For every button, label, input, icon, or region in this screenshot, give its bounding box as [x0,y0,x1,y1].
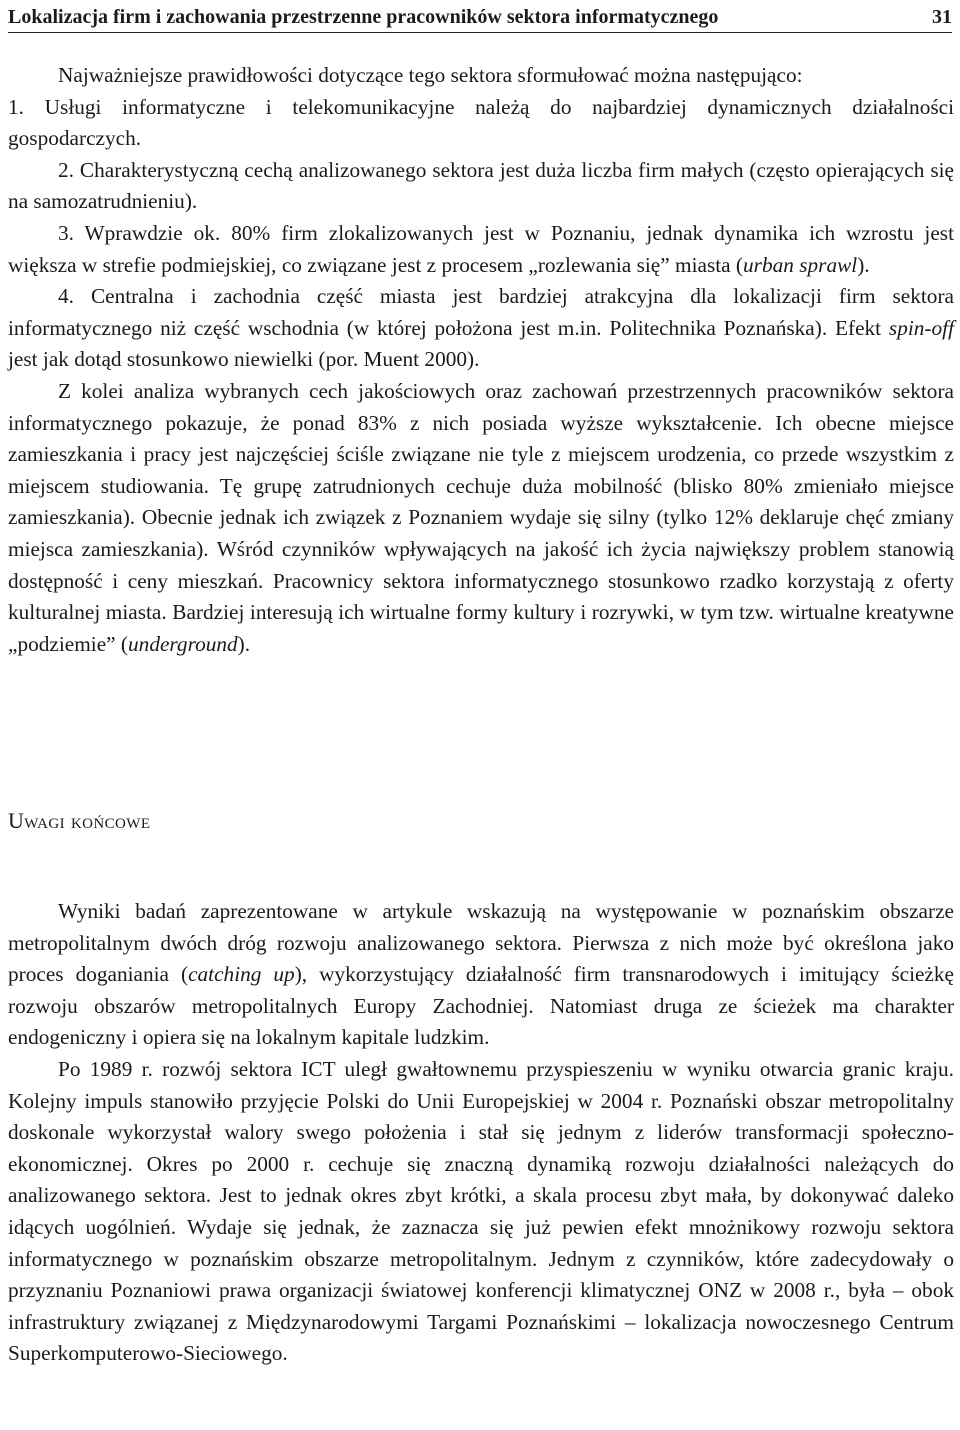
conclusions-paragraph-1-italic: catching up [188,962,295,987]
workers-paragraph [8,376,954,660]
finding-item-2: 2. Charakterystyczną cechą analizowanego sektora jest duża liczba firm małych (często opierających się na samozatrudnieniu). [8,157,954,214]
page-number: 31 [932,5,952,28]
finding-item-4-end: jest jak dotąd stosunkowo niewielki (por. Muent 2000). [8,347,480,372]
findings-intro: Najważniejsze prawidłowości dotyczące tego sektora sformułować można następująco: [58,63,803,87]
conclusions-block [8,896,954,1370]
finding-item-4-text: 4. Centralna i zachodnia część miasta jest bardziej atrakcyjna dla lokalizacji firm sektora informatycznego niż część wschodnia (w której położona jest m.in. Politechnika Poznańska). Efekt [8,284,954,340]
finding-item-4-italic: spin-off [888,315,954,340]
running-header-title: Lokalizacja firm i zachowania przestrzenne pracowników sektora informatycznego [8,5,719,28]
finding-item-1: 1. Usługi informatyczne i telekomunikacyjne należą do najbardziej dynamicznych działalności gospodarczych. [8,94,954,151]
finding-item-3-text: 3. Wprawdzie ok. 80% firm zlokalizowanych jest w Poznaniu, jednak dynamika ich wzrostu jest większa w strefie podmiejskiej, co związane jest z procesem „rozlewania się” miasta ( [8,220,954,277]
conclusions-paragraph-1-end: ), wykorzystujący działalność firm transnarodowych i imitujący ścieżkę rozwoju obszarów metropolitalnych Europy Zachodniej. Natomiast druga ze ścieżek ma charakter endogeniczny i opiera się na lokalnym kapitale ludzkim. [8,962,954,1050]
workers-paragraph-end: ). [237,631,251,656]
conclusions-paragraph-1 [8,896,954,1054]
section-heading: Uwagi końcowe [8,808,151,833]
finding-item-4 [8,281,954,376]
finding-item-3-italic: urban sprawl [743,252,858,277]
conclusions-paragraph-2: Po 1989 r. rozwój sektora ICT uległ gwałtownemu przyspieszeniu w wyniku otwarcia granic kraju. Kolejny impuls stanowiło przyjęcie Polski do Unii Europejskiej w 2004 r. Poznański obszar metropolitalny doskonale wykorzystał walory swego położenia i stał się jednym z liderów transformacji społeczno-ekonomicznej. Okres po 2000 r. cechuje się znaczną dynamiką rozwoju działalności należących do analizowanego sektora. Jest to jednak okres zbyt krótki, a skala procesu zbyt mała, by dokonywać daleko idących uogólnień. Wydaje się jednak, że zaznacza się już pewien efekt mnożnikowy rozwoju sektora informatycznego w poznańskim obszarze metropolitalnym. Jednym z czynników, które zadecydowały o przyznaniu Poznaniowi prawa organizacji światowej konferencji klimatycznej ONZ w 2008 r., była – obok infrastruktury związanej z Międzynarodowymi Targami Poznańskimi – lokalizacja nowoczesnego Centrum Superkomputerowo-Sieciowego. [8,1056,954,1366]
finding-item-3-end: ). [857,252,870,277]
running-header [8,2,952,33]
finding-item-3 [8,218,954,281]
conclusions-paragraph-1-text: Wyniki badań zaprezentowane w artykule wskazują na występowanie w poznańskim obszarze metropolitalnym dwóch dróg rozwoju analizowanego sektora. Pierwsza z nich może być określona jako proces doganiania ( [8,899,954,987]
workers-paragraph-italic: underground [128,631,238,656]
findings-block [8,60,954,660]
workers-paragraph-text: Z kolei analiza wybranych cech jakościowych oraz zachowań przestrzennych pracowników sektora informatycznego pokazuje, że ponad 83% z nich posiada wyższe wykształcenie. Ich obecne miejsce zamieszkania i pracy jest najczęściej ściśle związane nie tyle z miejscem urodzenia, co przede wszystkim z miejscem studiowania. Tę grupę zatrudnionych cechuje duża mobilność (blisko 80% zmieniało miejsce zamieszkania). Obecnie jednak ich związek z Poznaniem wydaje się silny (tylko 12% deklaruje chęć zmiany miejsca zamieszkania). Wśród czynników wpływających na jakość ich życia największy problem stanowią dostępność i ceny mieszkań. Pracownicy sektora informatycznego stosunkowo rzadko korzystają z oferty kulturalnej miasta. Bardziej interesują ich wirtualne formy kultury i rozrywki, w tym tzw. wirtualne kreatywne „podziemie” ( [8,378,954,656]
